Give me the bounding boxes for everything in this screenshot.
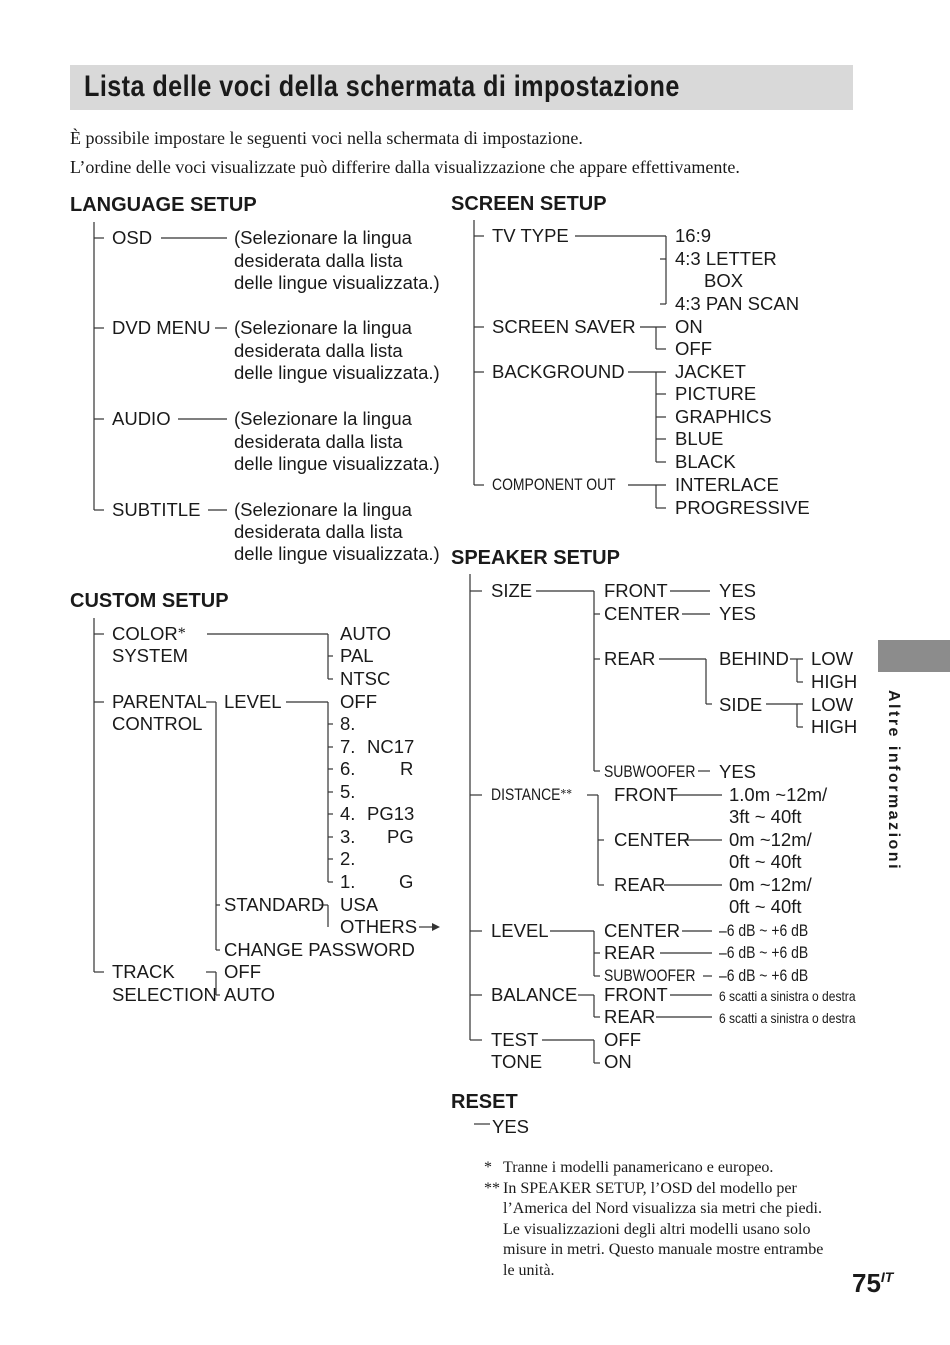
balance-rear-label: REAR [604, 1006, 656, 1027]
tv-type-option-letterbox: 4:3 LETTER [675, 248, 777, 269]
rating-pg13: PG13 [367, 803, 415, 824]
level-rear-label: REAR [604, 942, 656, 963]
test-tone-option-on: ON [604, 1051, 632, 1072]
language-desc-line: desiderata dalla lista [234, 431, 403, 452]
distance-label: DISTANCE** [491, 785, 572, 804]
level-speaker-label: LEVEL [491, 920, 549, 941]
rear-side-label: SIDE [719, 694, 763, 715]
distance-rear-label: REAR [614, 874, 666, 895]
change-password-label: CHANGE PASSWORD [224, 939, 415, 960]
background-option-blue: BLUE [675, 428, 724, 449]
background-option-black: BLACK [675, 451, 736, 472]
level-option-off: OFF [340, 691, 377, 712]
distance-front-range-ft: 3ft ~ 40ft [729, 806, 802, 827]
level-option-1: 1. [340, 871, 356, 892]
footnote-text-2: l’America del Nord visualizza sia metri che piedi. [503, 1200, 822, 1217]
level-option-5: 5. [340, 781, 356, 802]
level-option-7: 7. [340, 736, 356, 757]
rating-g: G [399, 871, 414, 892]
rating-r: R [400, 758, 414, 779]
language-desc-line: delle lingue visualizzata.) [234, 272, 440, 293]
component-option-interlace: INTERLACE [675, 474, 779, 495]
speaker-setup-heading: SPEAKER SETUP [451, 547, 620, 569]
size-label: SIZE [491, 580, 533, 601]
track-option-off: OFF [224, 961, 261, 982]
test-tone-label: TEST [491, 1029, 539, 1050]
standard-option-others: OTHERS [340, 916, 418, 937]
background-option-graphics: GRAPHICS [675, 406, 772, 427]
language-item-subtitle: SUBTITLE [112, 499, 201, 520]
language-setup-heading: LANGUAGE SETUP [70, 194, 257, 216]
language-desc-line: (Selezionare la lingua [234, 227, 412, 248]
footnote-text-1: Tranne i modelli panamericano e europeo. [503, 1159, 774, 1176]
custom-setup-heading: CUSTOM SETUP [70, 590, 229, 612]
language-item-dvd-menu: DVD MENU [112, 317, 211, 338]
screen-saver-label: SCREEN SAVER [492, 316, 636, 337]
screen-setup-heading: SCREEN SETUP [451, 193, 607, 215]
rating-nc17: NC17 [367, 736, 415, 757]
section-label: Altre informazioni [885, 690, 902, 872]
intro-line-1: È possibile impostare le seguenti voci nella schermata di impostazione. [70, 128, 583, 148]
color-system-label-2: SYSTEM [112, 645, 189, 666]
screen-saver-option-off: OFF [675, 338, 712, 359]
distance-center-range: 0m ~12m/ [729, 829, 812, 850]
test-tone-label-2: TONE [491, 1051, 543, 1072]
track-selection-label: TRACK [112, 961, 175, 982]
language-desc-line: delle lingue visualizzata.) [234, 362, 440, 383]
language-desc-line: delle lingue visualizzata.) [234, 543, 440, 564]
level-center-range: –6 dB ~ +6 dB [719, 921, 809, 940]
intro-line-2: L’ordine delle voci visualizzate può differire dalla visualizzazione che appare effettivamente. [70, 157, 740, 177]
balance-front-range: 6 scatti a sinistra o destra [719, 988, 856, 1004]
distance-rear-range-ft: 0ft ~ 40ft [729, 896, 802, 917]
footnote-text-2: In SPEAKER SETUP, l’OSD del modello per [503, 1180, 797, 1197]
language-item-audio: AUDIO [112, 408, 171, 429]
track-selection-label-2: SELECTION [112, 984, 217, 1005]
language-desc-line: (Selezionare la lingua [234, 408, 412, 429]
double-asterisk-mark: ** [560, 787, 572, 802]
balance-front-label: FRONT [604, 984, 668, 1005]
page-language-suffix: IT [880, 1269, 894, 1285]
component-out-label: COMPONENT OUT [492, 475, 616, 494]
color-system-label: COLOR* [112, 623, 186, 644]
size-front-label: FRONT [604, 580, 668, 601]
subwoofer-option-yes: YES [719, 761, 757, 782]
track-option-auto: AUTO [224, 984, 276, 1005]
background-option-jacket: JACKET [675, 361, 746, 382]
test-tone-option-off: OFF [604, 1029, 641, 1050]
distance-center-label: CENTER [614, 829, 691, 850]
footnote-mark-2: ** [484, 1180, 500, 1197]
side-option-low: LOW [811, 694, 854, 715]
color-option-ntsc: NTSC [340, 668, 391, 689]
parental-control-label-2: CONTROL [112, 713, 203, 734]
reset-option-yes: YES [492, 1116, 530, 1137]
side-option-high: HIGH [811, 716, 858, 737]
tv-type-option-letterbox-2: BOX [704, 270, 744, 291]
asterisk-mark: * [177, 625, 186, 642]
tv-type-label: TV TYPE [492, 225, 569, 246]
language-item-osd: OSD [112, 227, 153, 248]
behind-option-high: HIGH [811, 671, 858, 692]
language-desc-line: (Selezionare la lingua [234, 317, 412, 338]
rear-behind-label: BEHIND [719, 648, 789, 669]
level-option-8: 8. [340, 713, 356, 734]
reset-heading: RESET [451, 1091, 518, 1113]
level-center-label: CENTER [604, 920, 681, 941]
language-desc-line: desiderata dalla lista [234, 250, 403, 271]
size-rear-label: REAR [604, 648, 656, 669]
background-label: BACKGROUND [492, 361, 625, 382]
behind-option-low: LOW [811, 648, 854, 669]
footnote-text-2: misure in metri. Questo manuale mostre entrambe [503, 1241, 824, 1258]
language-desc-line: (Selezionare la lingua [234, 499, 412, 520]
tv-type-option-panscan: 4:3 PAN SCAN [675, 293, 800, 314]
level-rear-range: –6 dB ~ +6 dB [719, 943, 809, 962]
footnote-mark-1: * [484, 1159, 492, 1176]
balance-rear-range: 6 scatti a sinistra o destra [719, 1010, 856, 1026]
screen-saver-option-on: ON [675, 316, 703, 337]
standard-label: STANDARD [224, 894, 325, 915]
rating-pg: PG [387, 826, 414, 847]
distance-rear-range: 0m ~12m/ [729, 874, 812, 895]
distance-front-range: 1.0m ~12m/ [729, 784, 828, 805]
color-option-auto: AUTO [340, 623, 392, 644]
tv-type-option-16-9: 16:9 [675, 225, 712, 246]
color-option-pal: PAL [340, 645, 374, 666]
distance-center-range-ft: 0ft ~ 40ft [729, 851, 802, 872]
size-subwoofer-label: SUBWOOFER [604, 762, 696, 781]
section-tab [878, 640, 950, 672]
language-desc-line: delle lingue visualizzata.) [234, 453, 440, 474]
front-option-yes: YES [719, 580, 757, 601]
center-option-yes: YES [719, 603, 757, 624]
level-option-3: 3. [340, 826, 356, 847]
footnote-text-2: Le visualizzazioni degli altri modelli usano solo [503, 1221, 811, 1238]
level-option-6: 6. [340, 758, 356, 779]
level-label: LEVEL [224, 691, 282, 712]
level-subwoofer-label: SUBWOOFER [604, 966, 696, 985]
level-subwoofer-range: –6 dB ~ +6 dB [719, 966, 809, 985]
component-option-progressive: PROGRESSIVE [675, 497, 810, 518]
language-desc-line: desiderata dalla lista [234, 340, 403, 361]
size-center-label: CENTER [604, 603, 681, 624]
distance-front-label: FRONT [614, 784, 678, 805]
footnote-text-2: le unità. [503, 1262, 555, 1279]
standard-option-usa: USA [340, 894, 379, 915]
parental-control-label: PARENTAL [112, 691, 207, 712]
background-option-picture: PICTURE [675, 383, 757, 404]
language-desc-line: desiderata dalla lista [234, 521, 403, 542]
level-option-2: 2. [340, 848, 356, 869]
level-option-4: 4. [340, 803, 356, 824]
balance-label: BALANCE [491, 984, 578, 1005]
page-number: $75^{IT}$ [852, 1268, 894, 1298]
page-title: Lista delle voci della schermata di impostazione [84, 70, 680, 103]
